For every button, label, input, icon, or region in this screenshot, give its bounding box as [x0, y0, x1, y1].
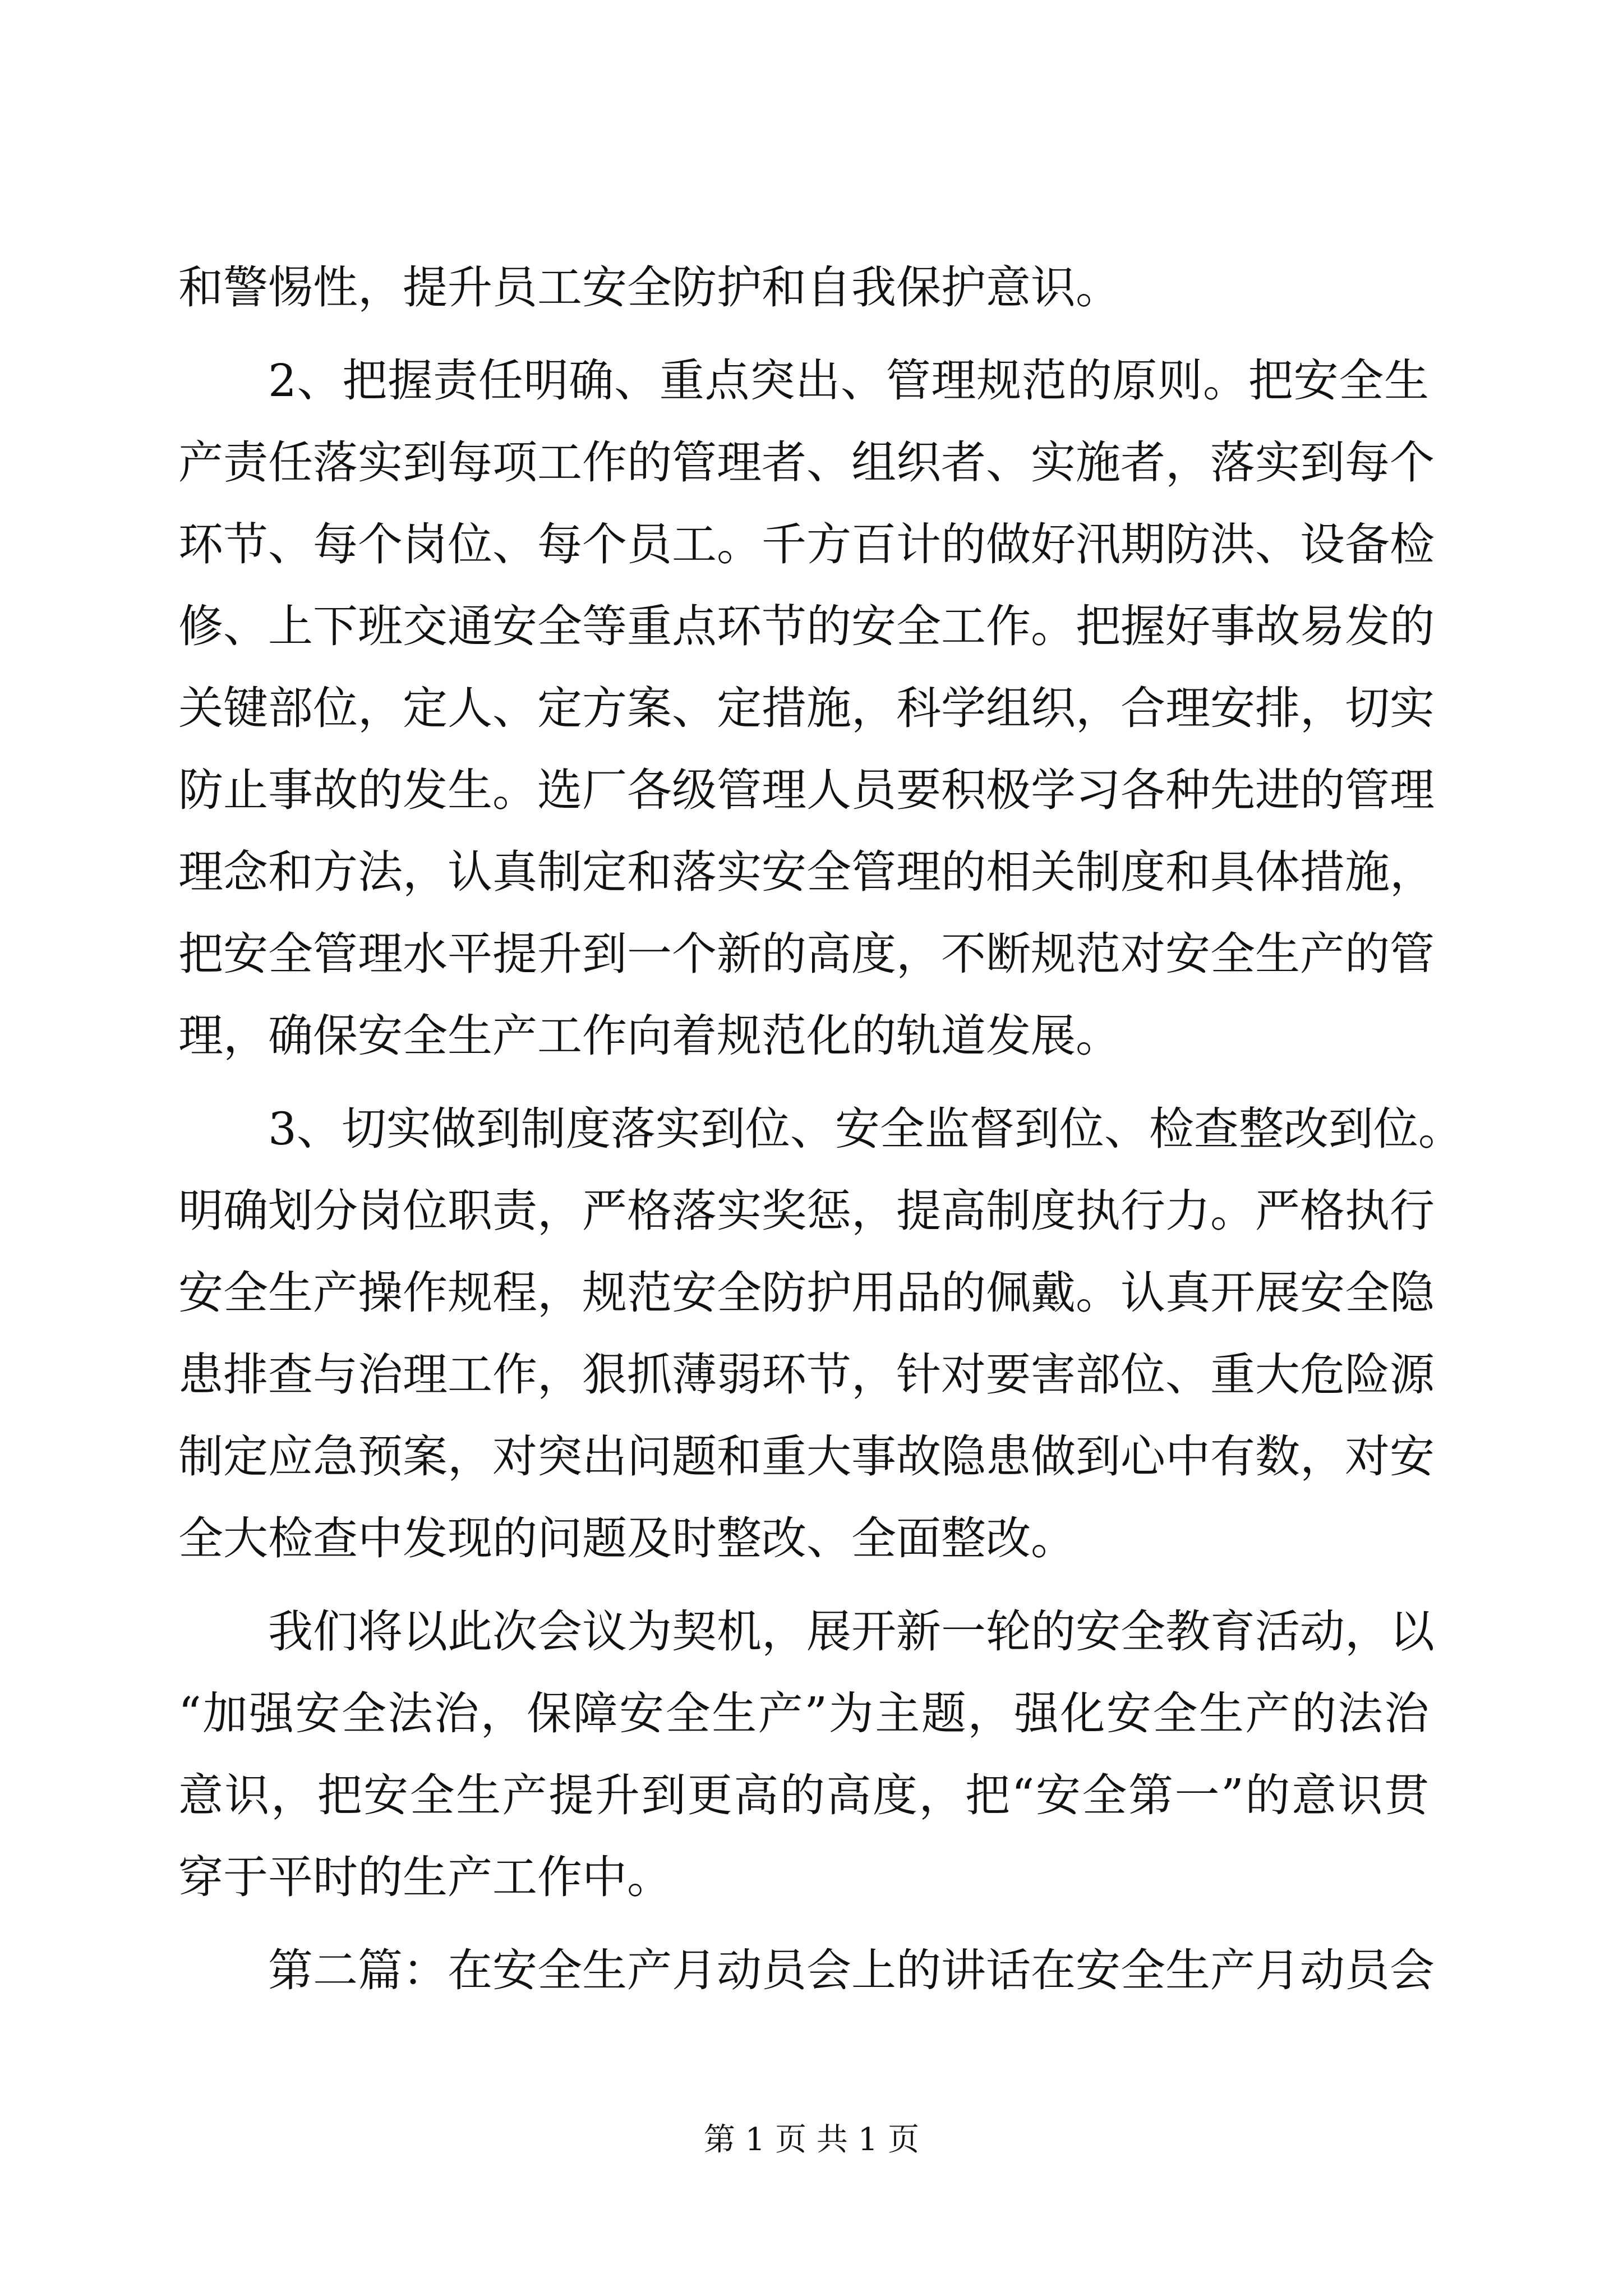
section-heading-line: 第二篇：在安全生产月动员会上的讲话在安全生产月动员会 [268, 1944, 1435, 1996]
paragraph-line: 产责任落实到每项工作的管理者、组织者、实施者，落实到每个 [178, 436, 1435, 489]
paragraph-line: 理念和方法，认真制定和落实安全管理的相关制度和具体措施， [178, 846, 1435, 898]
paragraph-line: 理，确保安全生产工作向着规范化的轨道发展。 [178, 1010, 1121, 1062]
paragraph-line: “加强安全法治，保障安全生产”为主题，强化安全生产的法治 [178, 1687, 1429, 1740]
body-text [178, 247, 1463, 2012]
paragraph-line: 把安全管理水平提升到一个新的高度，不断规范对安全生产的管 [178, 928, 1435, 980]
paragraph-line: 和警惕性，提升员工安全防护和自我保护意识。 [178, 261, 1121, 314]
paragraph-line: 穿于平时的生产工作中。 [178, 1851, 672, 1903]
paragraph-line: 患排查与治理工作，狠抓薄弱环节，针对要害部位、重大危险源 [178, 1349, 1435, 1401]
paragraph-line: 2、把握责任明确、重点突出、管理规范的原则。把安全生 [268, 355, 1429, 407]
paragraph-line: 防止事故的发生。选厂各级管理人员要积极学习各种先进的管理 [178, 764, 1435, 816]
page-number-footer: 第 1 页 共 1 页 [703, 2122, 920, 2158]
paragraph-line: 全大检查中发现的问题及时整改、全面整改。 [178, 1512, 1076, 1565]
paragraph-line: 3、切实做到制度落实到位、安全监督到位、检查整改到位。 [268, 1103, 1463, 1155]
paragraph-line: 我们将以此次会议为契机，展开新一轮的安全教育活动，以 [268, 1605, 1435, 1658]
paragraph-line: 明确划分岗位职责，严格落实奖惩，提高制度执行力。严格执行 [178, 1185, 1435, 1237]
paragraph-line: 意识，把安全生产提升到更高的高度，把“安全第一”的意识贯 [178, 1769, 1429, 1821]
paragraph-line: 修、上下班交通安全等重点环节的安全工作。把握好事故易发的 [178, 600, 1435, 652]
paragraph-line: 制定应急预案，对突出问题和重大事故隐患做到心中有数，对安 [178, 1430, 1435, 1483]
paragraph-line: 环节、每个岗位、每个员工。千方百计的做好汛期防洪、设备检 [178, 518, 1435, 570]
paragraph-line: 安全生产操作规程，规范安全防护用品的佩戴。认真开展安全隐 [178, 1267, 1435, 1319]
paragraph-line: 关键部位，定人、定方案、定措施，科学组织，合理安排，切实 [178, 682, 1435, 734]
